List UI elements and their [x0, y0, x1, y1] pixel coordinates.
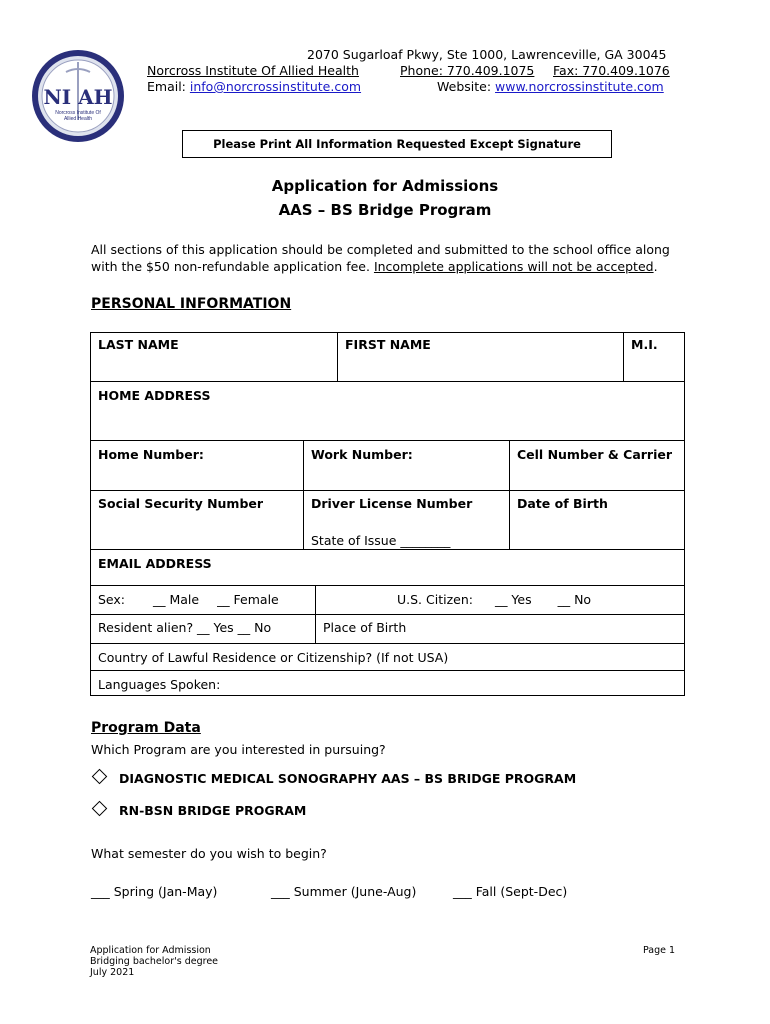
program-data-heading: Program Data — [91, 720, 201, 736]
citizen-no-option[interactable]: __ No — [557, 592, 592, 607]
email-address-label: EMAIL ADDRESS — [98, 556, 212, 571]
logo-text: NI AH — [43, 85, 113, 109]
home-number-label: Home Number: — [98, 447, 204, 462]
resident-alien-label: Resident alien? __ Yes __ No — [98, 620, 272, 635]
last-name-field[interactable] — [90, 332, 338, 382]
intro-text: All sections of this application should be completed and submitted to the school office along with the $50 non-refundable application fee. — [91, 242, 670, 274]
home-number-field[interactable] — [90, 440, 304, 491]
semester-fall-option[interactable]: ___ Fall (Sept-Dec) — [453, 884, 568, 899]
footer-line-3: July 2021 — [90, 967, 135, 978]
first-name-label: FIRST NAME — [345, 337, 431, 352]
ssn-label: Social Security Number — [98, 496, 264, 511]
sex-male-option[interactable]: __ Male — [153, 592, 200, 607]
languages-field[interactable] — [90, 670, 685, 696]
program-option-rn-bsn-label: RN-BSN BRIDGE PROGRAM — [119, 803, 307, 818]
institute-logo — [30, 48, 126, 144]
country-field[interactable] — [90, 643, 685, 671]
home-address-field[interactable] — [90, 381, 685, 441]
citizen-yes-option[interactable]: __ Yes — [494, 592, 532, 607]
website-label: Website: — [437, 79, 492, 94]
driver-license-label: Driver License Number — [311, 496, 473, 511]
institute-fax: Fax: 770.409.1076 — [553, 63, 670, 78]
diamond-checkbox-icon[interactable] — [92, 769, 108, 785]
institute-address: 2070 Sugarloaf Pkwy, Ste 1000, Lawrenceville, GA 30045 — [307, 47, 667, 62]
print-notice: Please Print All Information Requested Except Signature — [182, 130, 612, 158]
mi-field[interactable] — [623, 332, 685, 382]
footer-block — [90, 945, 218, 978]
intro-warning: Incomplete applications will not be accepted — [373, 259, 654, 274]
logo-subtitle-2: Allied Health — [63, 116, 93, 122]
website-line — [437, 79, 664, 95]
semester-question: What semester do you wish to begin? — [91, 846, 327, 861]
form-title: Application for Admissions — [271, 177, 499, 195]
semester-summer-option[interactable]: ___ Summer (June-Aug) — [271, 884, 417, 899]
dob-field[interactable] — [509, 490, 685, 550]
form-subtitle: AAS – BS Bridge Program — [278, 201, 492, 219]
intro-paragraph: All sections of this application should be completed and submitted to the school office along with the $50 non-refundable application fee. Incomplete applications will not be accepted. — [91, 242, 670, 274]
footer-line-1: Application for Admission — [90, 945, 211, 956]
website-link[interactable]: www.norcrossinstitute.com — [495, 79, 664, 94]
work-number-label: Work Number: — [311, 447, 413, 462]
driver-license-field[interactable] — [303, 490, 510, 550]
institute-name: Norcross Institute Of Allied Health — [147, 63, 359, 78]
place-of-birth-label: Place of Birth — [323, 620, 407, 635]
cell-number-label: Cell Number & Carrier — [517, 447, 673, 462]
citizen-field — [315, 585, 685, 615]
work-number-field[interactable] — [303, 440, 510, 491]
dob-label: Date of Birth — [517, 496, 608, 511]
email-address-field[interactable] — [90, 549, 685, 586]
mi-label: M.I. — [631, 337, 658, 352]
page-number: Page 1 — [643, 945, 676, 956]
ssn-field[interactable] — [90, 490, 304, 550]
home-address-label: HOME ADDRESS — [98, 388, 211, 403]
personal-info-heading: PERSONAL INFORMATION — [91, 296, 292, 312]
sex-field — [90, 585, 316, 615]
email-label: Email: — [147, 79, 186, 94]
program-option-sonography-label: DIAGNOSTIC MEDICAL SONOGRAPHY AAS – BS BRIDGE PROGRAM — [119, 771, 577, 786]
program-question: Which Program are you interested in pursuing? — [91, 742, 386, 757]
sex-label: Sex: — [98, 592, 126, 607]
email-line — [147, 79, 361, 95]
place-of-birth-field[interactable] — [315, 614, 685, 644]
cell-number-field[interactable] — [509, 440, 685, 491]
institute-phone: Phone: 770.409.1075 — [400, 63, 535, 78]
resident-alien-field[interactable] — [90, 614, 316, 644]
state-of-issue-label: State of Issue ________ — [311, 533, 451, 548]
sex-female-option[interactable]: __ Female — [217, 592, 279, 607]
diamond-checkbox-icon[interactable] — [92, 801, 108, 817]
citizen-label: U.S. Citizen: — [397, 592, 473, 607]
email-link[interactable]: info@norcrossinstitute.com — [189, 79, 362, 94]
first-name-field[interactable] — [337, 332, 624, 382]
program-option-rn-bsn[interactable] — [94, 803, 306, 818]
languages-label: Languages Spoken: — [98, 677, 221, 692]
last-name-label: LAST NAME — [98, 337, 179, 352]
footer-line-2: Bridging bachelor's degree — [90, 956, 219, 967]
semester-spring-option[interactable]: ___ Spring (Jan-May) — [91, 884, 218, 899]
program-option-sonography[interactable] — [94, 771, 576, 786]
country-label: Country of Lawful Residence or Citizenship? (If not USA) — [98, 650, 449, 665]
logo-subtitle-1: Norcross Institute Of — [55, 110, 101, 116]
